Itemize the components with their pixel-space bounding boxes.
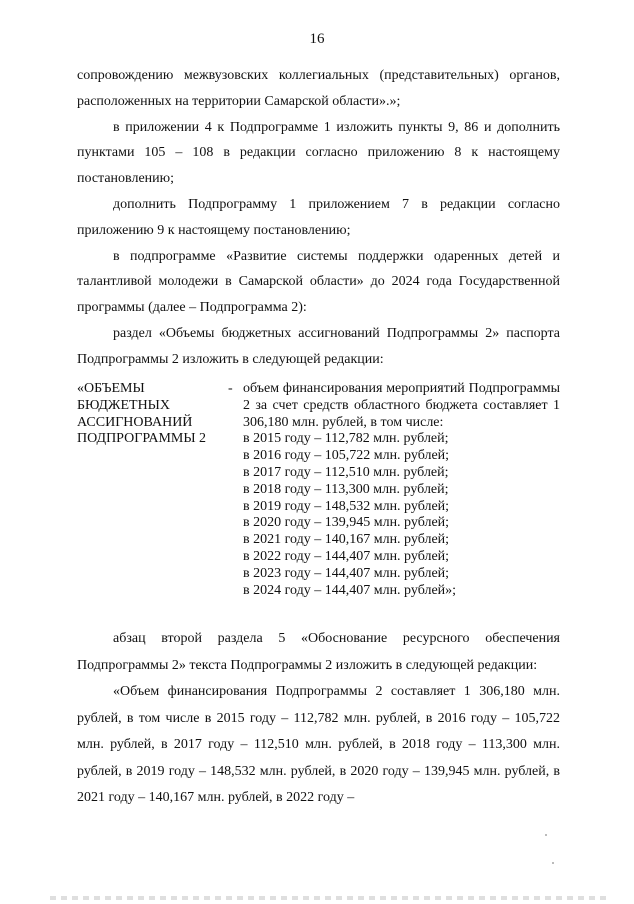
year-amount: в 2016 году – 105,722 млн. рублей; — [243, 448, 450, 464]
year-amount: в 2020 году – 139,945 млн. рублей; — [243, 515, 450, 531]
year-amount: в 2017 году – 112,510 млн. рублей; — [243, 464, 449, 480]
budget-intro: объем финансирования мероприятий Подпрограммы 2 за счет средств областного бюджета составляет 1 306,180 млн. рублей, в том числе: — [243, 381, 560, 430]
paragraph: абзац второй раздела 5 «Обоснование ресурсного обеспечения Подпрограммы 2» текста Подпрограммы 2 изложить в следующей редакции: — [77, 631, 560, 673]
scan-dot — [552, 862, 554, 864]
year-amount: в 2018 году – 113,300 млн. рублей; — [243, 481, 449, 497]
paragraph: «Объем финансирования Подпрограммы 2 составляет 1 306,180 млн. рублей, в том числе в 2015 году – 112,782 млн. рублей, в 2016 году – 105,722 млн. рублей, в 2017 году – 112,510 млн. рублей, в 2018 году – 113,300 млн. рублей, в 2019 году – 148,532 млн. рублей, в 2020 году – 139,945 млн. рублей, в 2021 году – 140,167 млн. рублей, в 2022 году – — [77, 684, 560, 805]
paragraph: раздел «Объемы бюджетных ассигнований Подпрограммы 2» паспорта Подпрограммы 2 изложить в следующей редакции: — [77, 325, 560, 367]
year-amount: в 2015 году – 112,782 млн. рублей; — [243, 431, 449, 447]
body-text-bottom — [77, 626, 560, 812]
paragraph: сопровождению межвузовских коллегиальных (представительных) органов, расположенных на территории Самарской области».»; — [77, 68, 560, 109]
budget-label-line: ПОДПРОГРАММЫ 2 — [77, 431, 207, 447]
budget-label — [77, 381, 227, 448]
budget-label-line: АССИГНОВАНИЙ — [77, 414, 193, 430]
body-text-top — [77, 63, 560, 373]
budget-label-line: БЮДЖЕТНЫХ — [77, 397, 171, 413]
year-amount: в 2024 году – 144,407 млн. рублей»; — [243, 582, 457, 598]
scan-dot — [545, 834, 547, 836]
paragraph: в приложении 4 к Подпрограмме 1 изложить пункты 9, 86 и дополнить пунктами 105 – 108 в редакции согласно приложению 8 к настоящему постановлению; — [77, 119, 560, 187]
paragraph: в подпрограмме «Развитие системы поддержки одаренных детей и талантливой молодежи в Самарской области» до 2024 года Государственной программы (далее – Подпрограмма 2): — [77, 248, 560, 316]
budget-description — [243, 381, 560, 599]
label-dash: - — [228, 381, 233, 396]
year-amount: в 2022 году – 144,407 млн. рублей; — [243, 548, 450, 564]
scan-artifact — [50, 896, 610, 900]
budget-label-line: «ОБЪЕМЫ — [77, 381, 145, 396]
year-amount: в 2021 году – 140,167 млн. рублей; — [243, 532, 450, 548]
paragraph: дополнить Подпрограмму 1 приложением 7 в редакции согласно приложению 9 к настоящему постановлению; — [77, 196, 560, 238]
year-amount: в 2023 году – 144,407 млн. рублей; — [243, 565, 450, 581]
page-number: 16 — [309, 31, 325, 47]
year-amount: в 2019 году – 148,532 млн. рублей; — [243, 498, 450, 514]
